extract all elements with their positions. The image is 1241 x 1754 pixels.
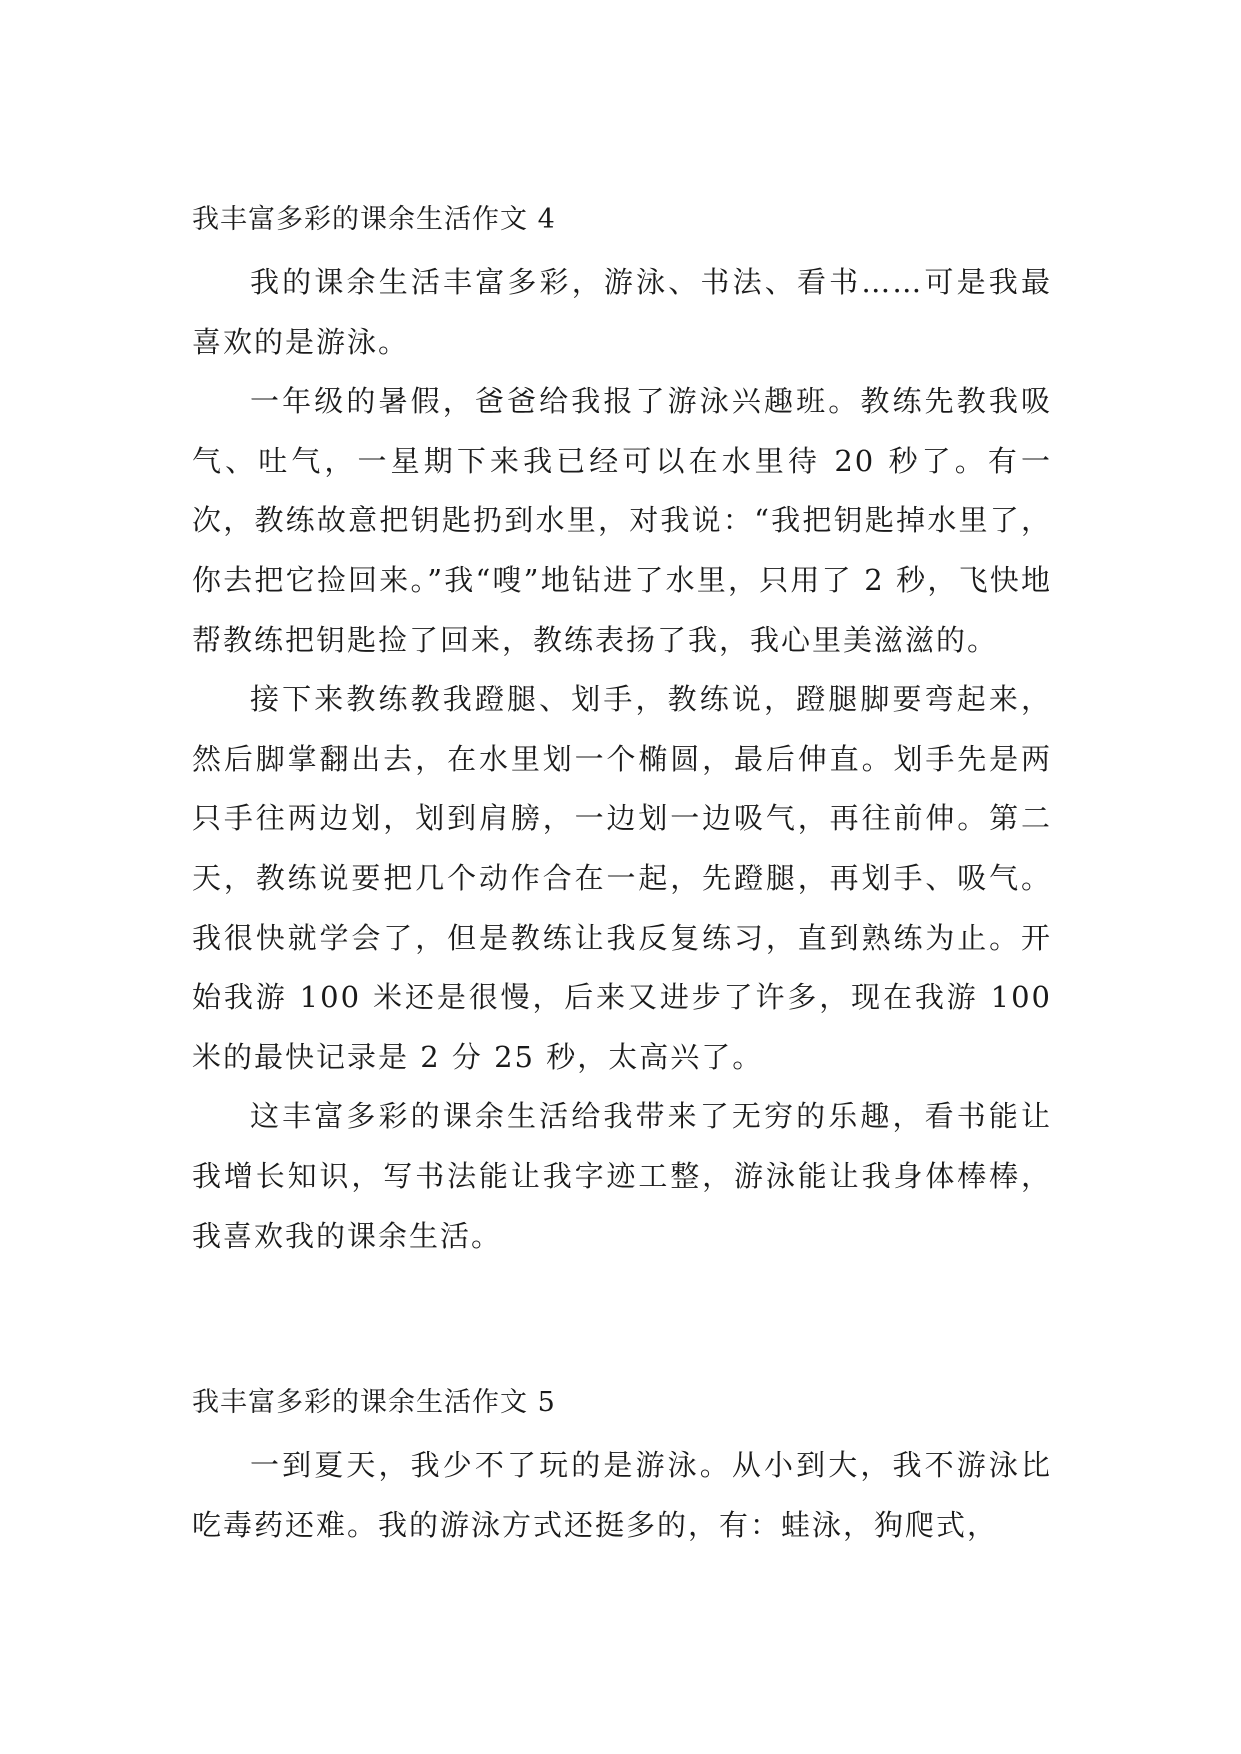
essay-5-paragraph-1: 一到夏天，我少不了玩的是游泳。从小到大，我不游泳比吃毒药还难。我的游泳方式还挺多的，有：蛙泳，狗爬式， bbox=[192, 1448, 1052, 1542]
essay-4-title: 我丰富多彩的课余生活作文 4 bbox=[192, 204, 556, 235]
essay-4-paragraph-2: 一年级的暑假，爸爸给我报了游泳兴趣班。教练先教我吸气、吐气，一星期下来我已经可以在水里待 20 秒了。有一次，教练故意把钥匙扔到水里，对我说：“我把钥匙掉水里了，你去把它捡回来。”我“嗖”地钻进了水里，只用了 2 秒，飞快地帮教练把钥匙捡了回来，教练表扬了我，我心里美滋滋的。 bbox=[192, 384, 1052, 657]
essay-5 bbox=[192, 1383, 1052, 1555]
essay-5-title: 我丰富多彩的课余生活作文 5 bbox=[192, 1387, 556, 1418]
essay-4-paragraph-1: 我的课余生活丰富多彩，游泳、书法、看书……可是我最喜欢的是游泳。 bbox=[192, 265, 1052, 359]
essay-4-paragraph-3: 接下来教练教我蹬腿、划手，教练说，蹬腿脚要弯起来，然后脚掌翻出去，在水里划一个椭圆，最后伸直。划手先是两只手往两边划，划到肩膀，一边划一边吸气，再往前伸。第二天，教练说要把几个动作合在一起，先蹬腿，再划手、吸气。我很快就学会了，但是教练让我反复练习，直到熟练为止。开始我游 100 米还是很慢，后来又进步了许多，现在我游 100 米的最快记录是 2 分 25 秒，太高兴了。 bbox=[192, 682, 1052, 1074]
essay-4-paragraph-4: 这丰富多彩的课余生活给我带来了无穷的乐趣，看书能让我增长知识，写书法能让我字迹工整，游泳能让我身体棒棒，我喜欢我的课余生活。 bbox=[192, 1099, 1052, 1253]
essay-4 bbox=[192, 200, 1052, 1266]
